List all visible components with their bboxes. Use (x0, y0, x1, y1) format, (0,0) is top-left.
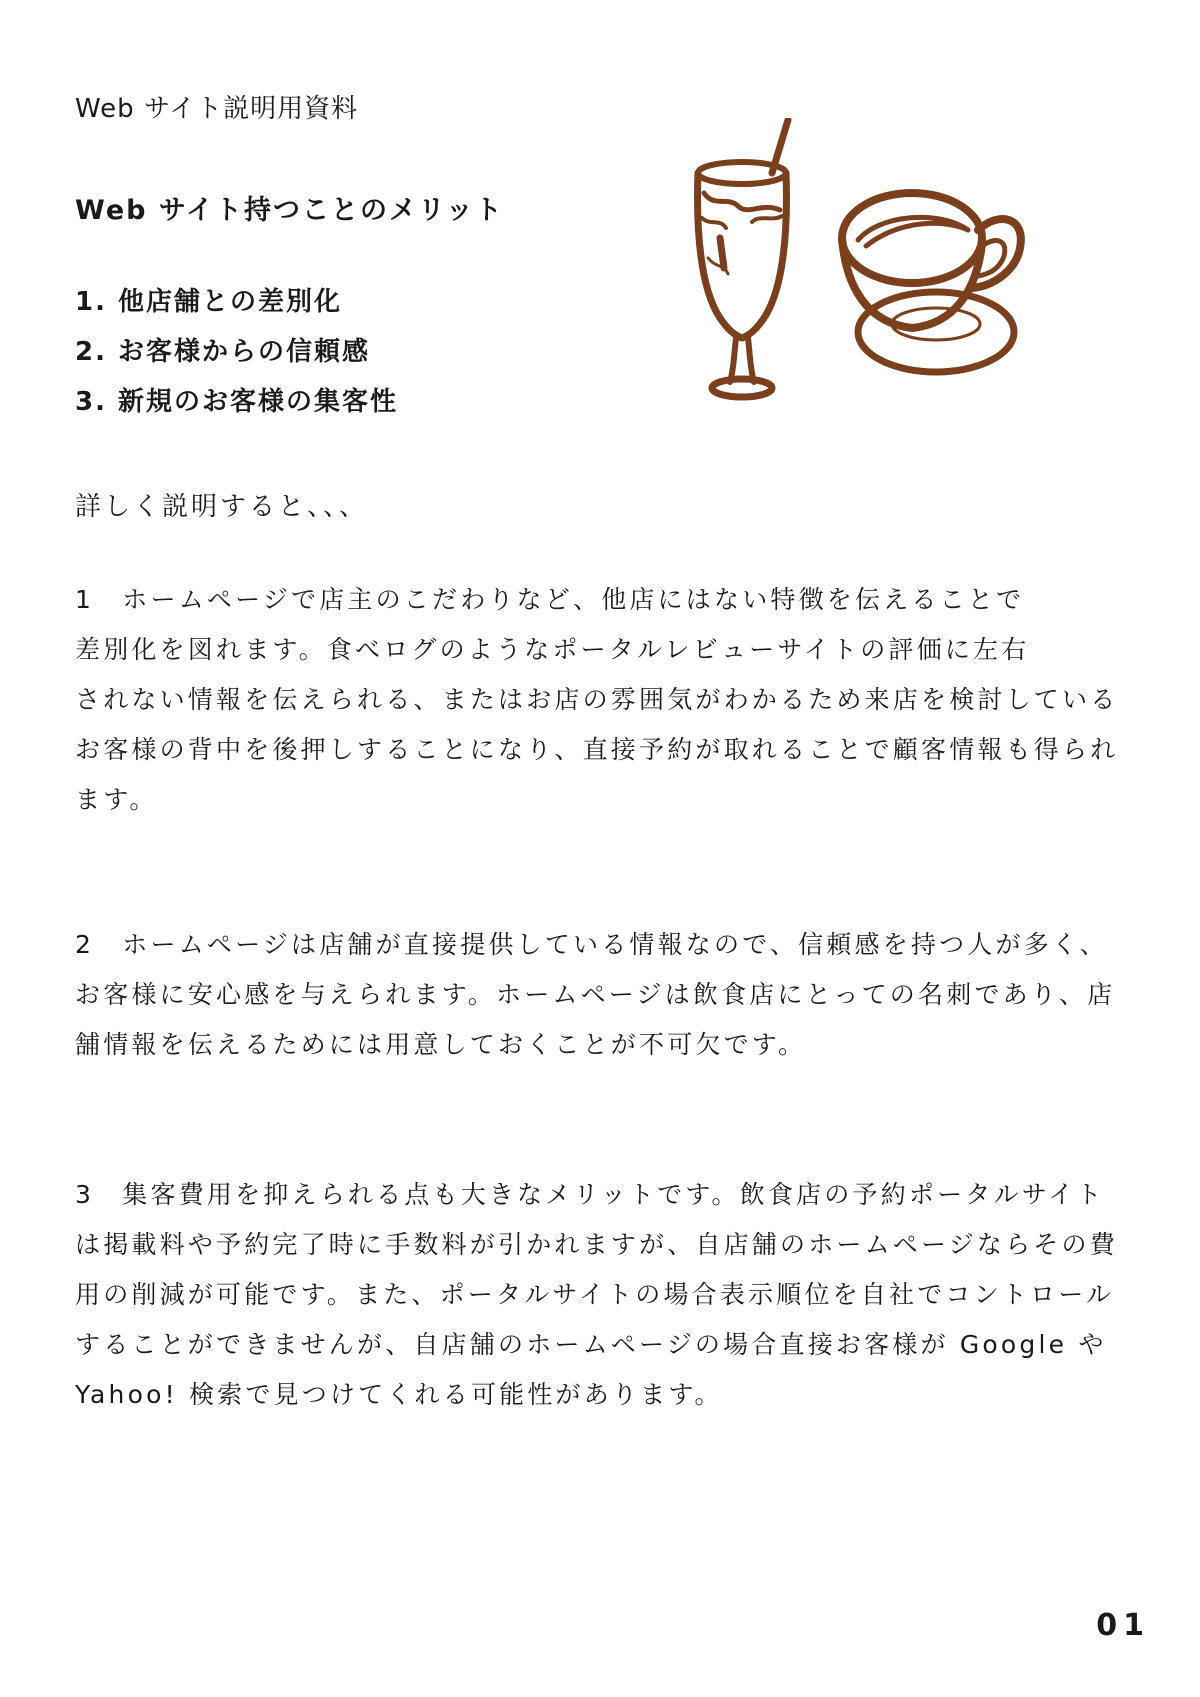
paragraph-line: 3 集客費用を抑えられる点も大きなメリットです。飲食店の予約ポータルサイト (75, 1180, 1105, 1209)
page-heading: Web サイト持つことのメリット (75, 195, 504, 226)
paragraph-line: お客様に安心感を与えられます。ホームページは飲食店にとっての名刺であり、店 (75, 980, 1116, 1009)
paragraph-3 (75, 1175, 1135, 1425)
paragraph-line: 用の削減が可能です。また、ポータルサイトの場合表示順位を自社でコントロール (75, 1280, 1115, 1309)
document-label: Web サイト説明用資料 (75, 94, 359, 124)
paragraph-line: お客様の背中を後押しすることになり、直接予約が取れることで顧客情報も得られ (75, 735, 1119, 764)
paragraph-2 (75, 925, 1135, 1075)
coffee-cup-icon (842, 193, 1021, 372)
paragraph-line: 2 ホームページは店舗が直接提供している情報なので、信頼感を持つ人が多く、 (75, 930, 1108, 959)
paragraph-line: 舗情報を伝えるためには用意しておくことが不可欠です。 (75, 1030, 807, 1059)
merit-list (75, 284, 398, 434)
cafe-illustration (690, 118, 1050, 408)
intro-text: 詳しく説明すると、、、 (75, 492, 369, 522)
paragraph-line: は掲載料や予約完了時に手数料が引かれますが、自店舗のホームページならその費 (75, 1230, 1118, 1259)
paragraph-line: 1 ホームページで店主のこだわりなど、他店にはない特徴を伝えることで (75, 585, 1025, 614)
merit-item-1: 1. 他店舗との差別化 (75, 287, 343, 317)
paragraph-line: されない情報を伝えられる、またはお店の雰囲気がわかるため来店を検討している (75, 685, 1119, 714)
paragraph-line: Yahoo! 検索で見つけてくれる可能性があります。 (75, 1380, 723, 1409)
paragraph-line: することができませんが、自店舗のホームページの場合直接お客様が Google や (75, 1330, 1107, 1359)
paragraph-line: ます。 (75, 785, 158, 814)
parfait-glass-icon (698, 120, 788, 397)
paragraph-1 (75, 580, 1135, 830)
page-number: 01 (1096, 1608, 1150, 1643)
paragraph-line: 差別化を図れます。食べログのようなポータルレビューサイトの評価に左右 (75, 635, 1030, 664)
merit-item-3: 3. 新規のお客様の集客性 (75, 387, 399, 417)
merit-item-2: 2. お客様からの信頼感 (75, 337, 371, 367)
